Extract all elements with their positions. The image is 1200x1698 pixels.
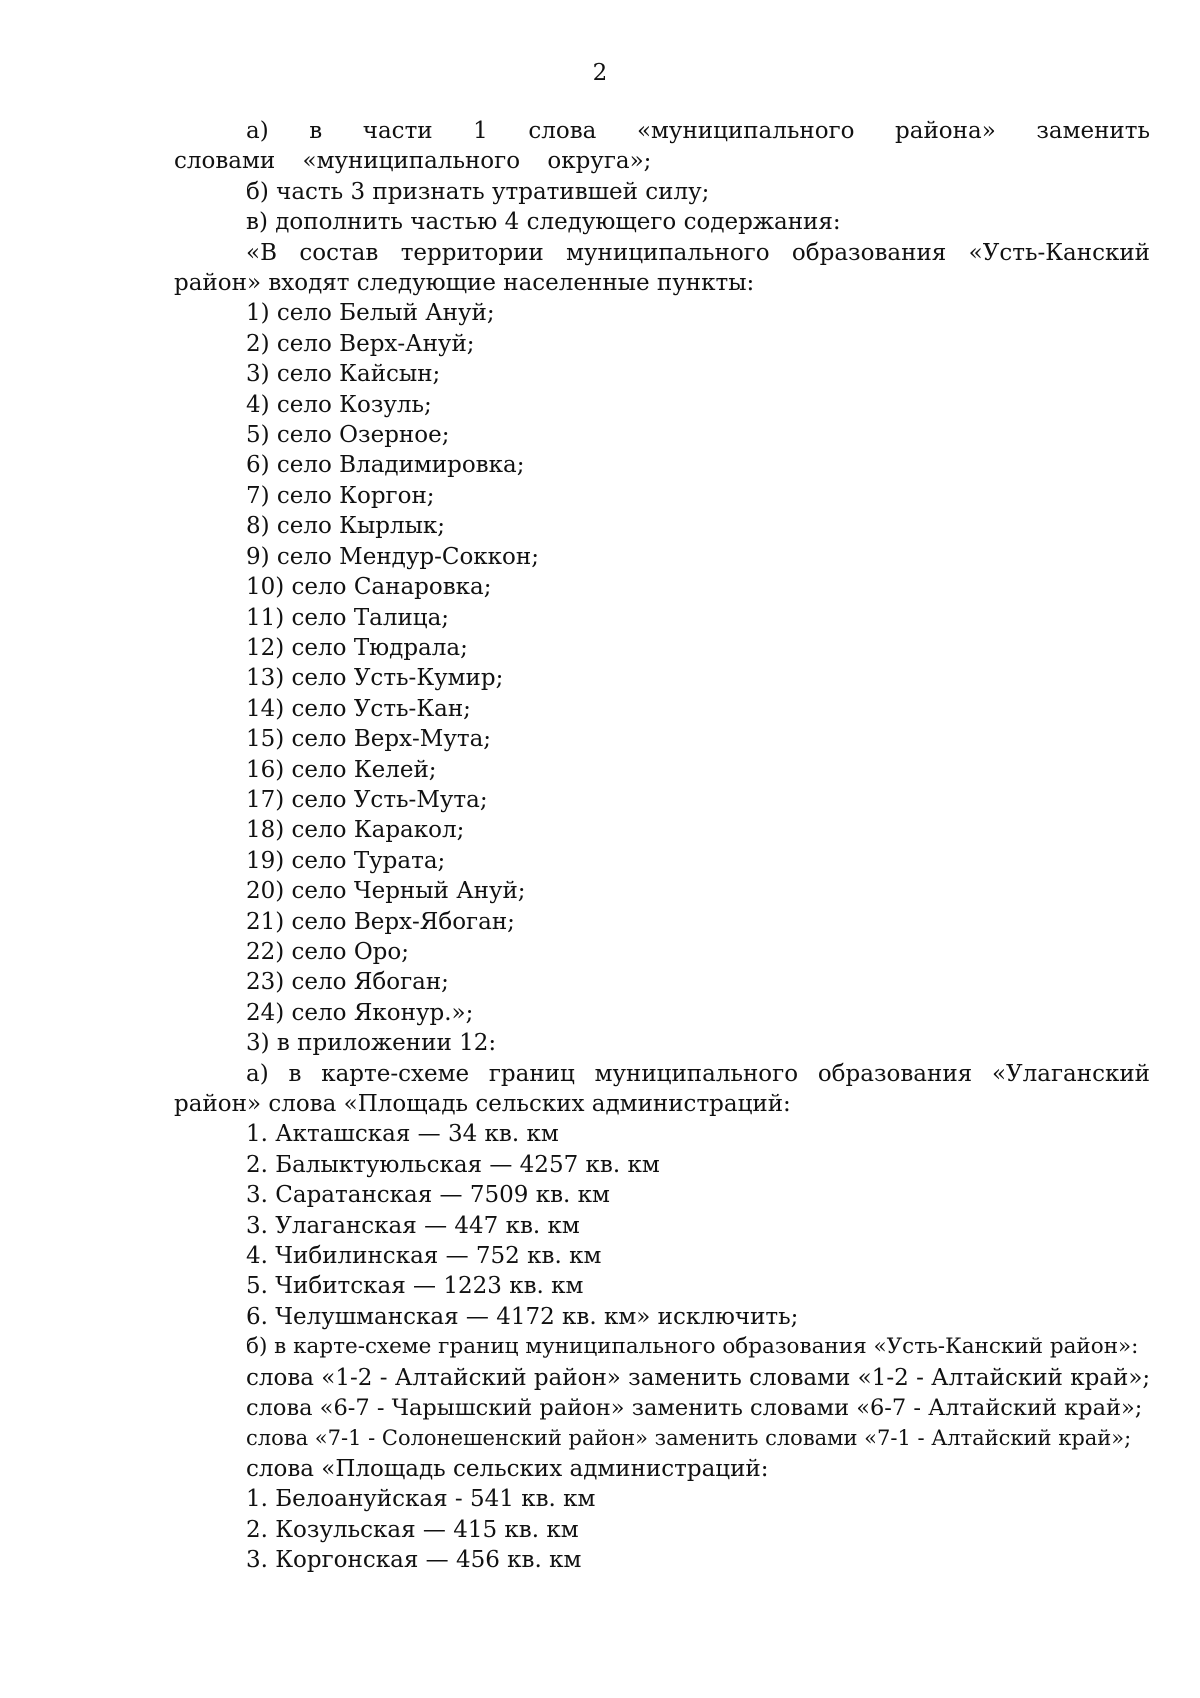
list-item-area: 5. Чибитская — 1223 кв. км — [246, 1273, 584, 1300]
paragraph-amendment-v: в) дополнить частью 4 следующего содержания: — [246, 209, 841, 236]
list-item-settlement: 10) село Санаровка; — [246, 574, 492, 601]
paragraph-replace-words: слова «7-1 - Солонешенский район» заменить словами «7-1 - Алтайский край»; — [246, 1426, 1132, 1451]
list-item-settlement: 2) село Верх-Ануй; — [246, 330, 475, 357]
list-item-settlement: 11) село Талица; — [246, 604, 450, 631]
list-item-area: 2. Балыктуюльская — 4257 кв. км — [246, 1151, 660, 1178]
list-item-settlement: 18) село Каракол; — [246, 817, 465, 844]
paragraph-territory-intro: «В состав территории муниципального образования «Усть-Канский район» входят следующие населенные пункты: — [174, 239, 1150, 297]
list-item-settlement: 1) село Белый Ануй; — [246, 300, 495, 327]
list-item-settlement: 22) село Оро; — [246, 938, 409, 965]
list-item-settlement: 6) село Владимировка; — [246, 452, 525, 479]
list-item-settlement: 21) село Верх-Ябоган; — [246, 908, 515, 935]
list-item-area: 1. Белоануйская - 541 кв. км — [246, 1486, 596, 1513]
list-item-settlement: 19) село Турата; — [246, 847, 446, 874]
list-item-settlement: 16) село Келей; — [246, 756, 437, 783]
list-item-settlement: 15) село Верх-Мута; — [246, 726, 492, 753]
list-item-settlement: 24) село Яконур.»; — [246, 999, 474, 1026]
list-item-settlement: 12) село Тюдрала; — [246, 634, 468, 661]
list-item-settlement: 8) село Кырлык; — [246, 513, 446, 540]
list-item-area: 6. Челушманская — 4172 кв. км» исключить; — [246, 1303, 799, 1330]
list-item-settlement: 14) село Усть-Кан; — [246, 695, 471, 722]
list-item-area: 3. Саратанская — 7509 кв. км — [246, 1182, 610, 1209]
paragraph-area-intro: слова «Площадь сельских администраций: — [246, 1455, 769, 1482]
paragraph-amendment-a: а) в части 1 слова «муниципального района» заменить словами «муниципального округа»; — [174, 118, 1150, 175]
list-item-area: 3. Улаганская — 447 кв. км — [246, 1212, 580, 1239]
paragraph-ust-kan-map: б) в карте-схеме границ муниципального образования «Усть-Канский район»: — [246, 1334, 1139, 1360]
document-body — [174, 116, 1150, 1576]
list-item-settlement: 23) село Ябоган; — [246, 969, 449, 996]
list-item-area: 4. Чибилинская — 752 кв. км — [246, 1243, 602, 1270]
list-item-settlement: 13) село Усть-Кумир; — [246, 665, 504, 692]
page-number: 2 — [592, 60, 608, 86]
list-item-settlement: 4) село Козуль; — [246, 391, 432, 418]
list-item-area: 3. Коргонская — 456 кв. км — [246, 1547, 582, 1574]
paragraph-replace-words: слова «6-7 - Чарышский район» заменить словами «6-7 - Алтайский край»; — [246, 1395, 1143, 1422]
list-item-settlement: 3) село Кайсын; — [246, 361, 441, 388]
paragraph-appendix-12: 3) в приложении 12: — [246, 1030, 497, 1057]
list-item-settlement: 9) село Мендур-Соккон; — [246, 543, 539, 570]
list-item-area: 1. Акташская — 34 кв. км — [246, 1121, 559, 1148]
list-item-settlement: 7) село Коргон; — [246, 482, 435, 509]
list-item-area: 2. Козульская — 415 кв. км — [246, 1516, 579, 1543]
list-item-settlement: 17) село Усть-Мута; — [246, 786, 488, 813]
paragraph-amendment-b: б) часть 3 признать утратившей силу; — [246, 178, 710, 205]
list-item-settlement: 5) село Озерное; — [246, 422, 450, 449]
list-item-settlement: 20) село Черный Ануй; — [246, 878, 526, 905]
paragraph-replace-words: слова «1-2 - Алтайский район» заменить словами «1-2 - Алтайский край»; — [246, 1364, 1151, 1391]
paragraph-ulagan-map: а) в карте-схеме границ муниципального образования «Улаганский район» слова «Площадь сельских администраций: — [174, 1060, 1150, 1117]
